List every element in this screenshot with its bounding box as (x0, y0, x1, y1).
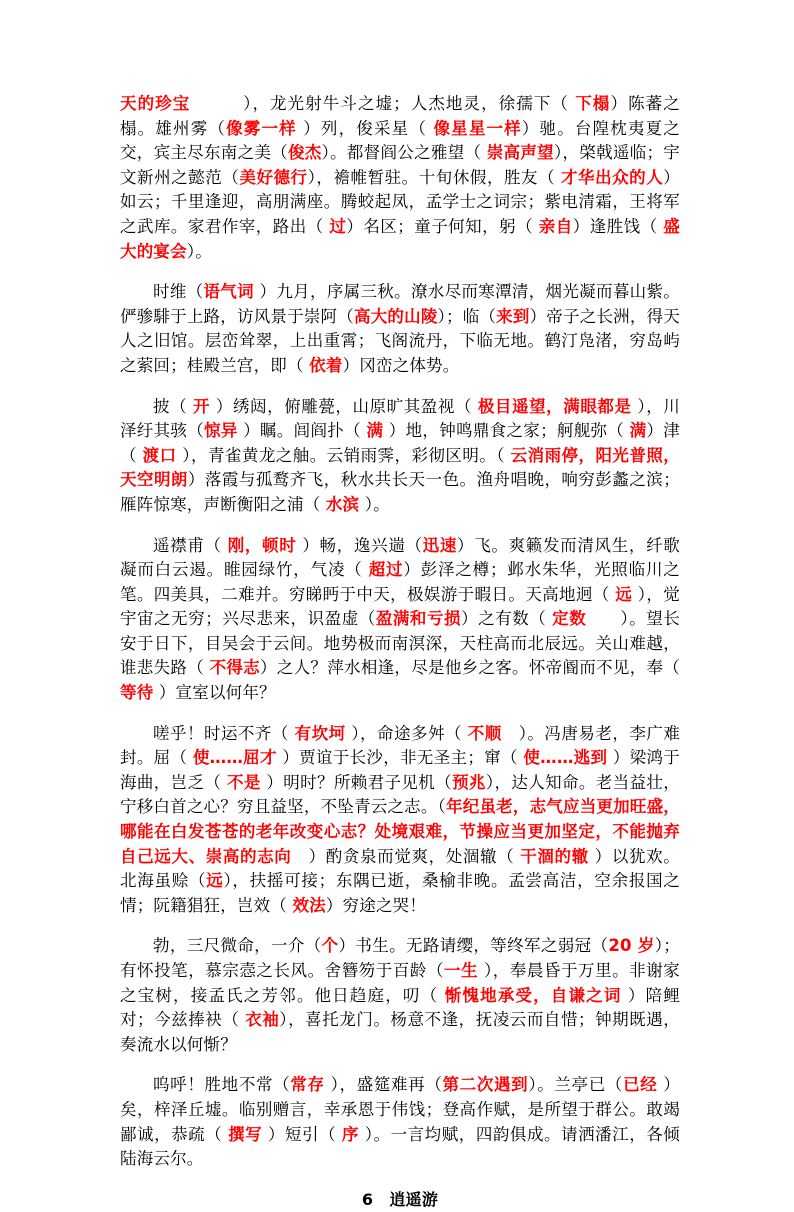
body-text: ）冈峦之体势。 (342, 355, 460, 375)
paragraph (120, 534, 680, 706)
body-text: ），棨戟遥临；宇文新州之懿范（ (120, 143, 680, 187)
body-text: 遥襟甫（ (153, 535, 228, 555)
body-text: ）贾谊于长沙，非无圣主；窜（ (276, 748, 524, 768)
body-text: ）列，俊采星（ (296, 118, 434, 138)
annotation-text: 俊杰 (287, 143, 322, 163)
annotation-text: 不顺 (467, 723, 502, 743)
body-text: ）之人？萍水相逢，尽是他乡之客。怀帝阍而不见，奉（ (260, 658, 680, 678)
body-text: ）矣，梓泽丘墟。临别赠言，幸承恩于伟饯；登高作赋，是所望于群公。敢竭鄙诚，恭疏（ (120, 1075, 681, 1144)
annotation-text: 刚，顿时 (227, 535, 297, 555)
body-text: ）彭泽之樽；邺水朱华，光照临川之笔。四美具，二难并。穷睇眄于中天，极娱游于暇日。天高地迥（ (120, 560, 681, 604)
annotation-text: 迅速 (422, 535, 458, 555)
body-text: ）明时？所赖君子见机（ (260, 772, 453, 792)
body-text: ）陈蕃之榻。雄州雾（ (120, 94, 680, 138)
body-text: ）书生。无路请缨，等终军之弱冠（ (338, 936, 609, 956)
annotation-text: 20 岁 (608, 936, 655, 956)
body-text: ）飞。爽籁发而清风生，纤歌凝而白云遏。睢园绿竹，气凌（ (120, 535, 680, 580)
body-text: ），奉晨昏于万里。非谢家之宝树，接孟氏之芳邻。他日趋庭，叨（ (120, 961, 680, 1005)
body-text: ）；有怀投笔，慕宗悫之长风。舍簪笏于百龄（ (120, 936, 681, 980)
body-text: ）。望长安于日下，目吴会于云间。地势极而南溟深，天柱高而北辰远。关山难越，谁悲失路（ (120, 609, 681, 678)
annotation-text: 使……屈才 (192, 748, 277, 768)
annotation-text: 崇高声望 (486, 143, 554, 163)
body-text: ），觉宇宙之无穷；兴尽悲来，识盈虚（ (120, 584, 681, 629)
annotation-text: 不得志 (209, 658, 260, 678)
body-text: ）宣室以何年？ (153, 683, 276, 703)
body-text: ）津（ (120, 421, 680, 465)
body-text: ），喜托龙门。杨意不逢，抚凌云而自惜；钟期既遇，奏流水以何惭？ (120, 1010, 680, 1054)
document-page (120, 92, 680, 1212)
body-text: 勃，三尺微命，一介（ (153, 936, 322, 956)
body-text: ）绣闼，俯雕甍，山原旷其盈视（ (210, 396, 478, 416)
paragraph (120, 92, 680, 264)
annotation-text: 惊异 (204, 421, 238, 441)
annotation-text: 预兆 (452, 772, 486, 792)
body-text: ）。 (186, 241, 212, 261)
annotation-text: 衣袖 (245, 1010, 280, 1030)
body-text: ）梁鸿于海曲，岂乏（ (120, 748, 681, 792)
paragraph (120, 722, 680, 919)
section-heading: 6 逍遥游 (361, 1189, 439, 1209)
annotation-text: 过 (329, 216, 347, 236)
paragraph (120, 280, 680, 378)
body-text: ）酌贪泉而觉爽，处涸辙（ (291, 846, 521, 866)
body-text: ）瞩。闾阎扑（ (237, 421, 367, 441)
annotation-text: 一生 (444, 961, 479, 980)
annotation-text: 下榻 (575, 94, 611, 113)
body-text: ），川泽纡其骇（ (120, 396, 680, 441)
body-text: ）畅，逸兴遄（ (296, 535, 423, 555)
body-text: ），达人知命。老当益壮，宁移白首之心？穷且益坚，不坠青云之志。（ (120, 772, 681, 817)
annotation-text: 满 (629, 421, 647, 441)
body-text: ）如云；千里逢迎，高朋满座。腾蛟起凤，孟学士之词宗；紫电清霜，王将军之武库。家君作宰，路出（ (120, 167, 680, 236)
body-text: ）名区；童子何知，躬（ (346, 216, 539, 236)
body-text: ）。 (359, 494, 390, 514)
annotation-text: 第二次遇到 (442, 1075, 529, 1095)
annotation-text: 惭愧地承受，自谦之词 (444, 985, 622, 1005)
annotation-text: 才华出众的人 (560, 167, 664, 187)
body-text: ）。兰亭已（ (528, 1075, 624, 1095)
body-text: 时维（ (153, 282, 204, 302)
annotation-text: 盛大的宴会 (120, 216, 680, 261)
paragraph (120, 395, 680, 518)
annotation-text: 盈满和亏损 (375, 609, 462, 629)
body-text: ）逢胜饯（ (572, 216, 664, 236)
body-text: ）陪鲤对；今兹捧袂（ (120, 985, 681, 1030)
annotation-text: 个 (321, 936, 339, 956)
annotation-text: 远 (615, 584, 633, 604)
annotation-text: 开 (192, 396, 211, 416)
annotation-text: 亲自 (538, 216, 573, 236)
annotation-text: 等待 (120, 683, 154, 703)
annotation-text: 来到 (496, 306, 530, 326)
body-text: ）九月，序属三秋。潦水尽而寒潭清，烟光凝而暮山紫。俨骖騑于上路，访风景于崇阿（ (120, 282, 681, 326)
body-text: ）落霞与孤鹜齐飞，秋水共长天一色。渔舟唱晚，响穷彭蠡之滨；雁阵惊寒，声断衡阳之浦（ (120, 470, 680, 514)
annotation-text: 超过 (368, 560, 404, 580)
body-text: ），盛筵难再（ (324, 1075, 443, 1095)
annotation-text: 美好德行 (239, 167, 308, 187)
body-text: 呜呼！胜地不常（ (153, 1075, 291, 1095)
document-body (120, 92, 680, 1172)
body-text: ），扶摇可接；东隅已逝，桑榆非晚。孟尝高洁，空余报国之情；阮籍猖狂，岂效（ (120, 871, 681, 915)
body-text: ）。都督阎公之雅望（ (321, 143, 487, 163)
body-text: ）之有数（ (461, 609, 553, 629)
annotation-text: 序 (341, 1124, 359, 1144)
annotation-text: 撰写 (228, 1124, 263, 1144)
annotation-text: 语气词 (203, 282, 254, 302)
annotation-text: 水滨 (325, 494, 360, 514)
annotation-text: 渡口 (142, 445, 177, 465)
annotation-text: 像星星一样 (433, 118, 522, 138)
body-text: 嗟乎！时运不齐（ (153, 723, 295, 743)
annotation-text: 使……逃到 (523, 748, 608, 768)
body-text: ），命途多舛（ (345, 723, 468, 743)
body-text: ）。冯唐易老，李广难封。屈（ (120, 723, 681, 768)
annotation-text: 云消雨停，阳光普照，天空明朗 (120, 445, 680, 490)
annotation-text: 高大的山陵 (353, 306, 438, 326)
annotation-text: 干涸的辙 (520, 846, 589, 866)
body-text: 披（ (153, 396, 193, 416)
body-text: ）穷途之哭！ (325, 895, 427, 915)
annotation-text: 不是 (226, 772, 261, 792)
body-text: ），龙光射牛斗之墟；人杰地灵，徐孺下（ (190, 94, 576, 113)
annotation-text: 定数 (552, 609, 587, 629)
annotation-text: 依着 (309, 355, 343, 375)
body-text: ），襜帷暂驻。十旬休假，胜友（ (307, 167, 561, 187)
annotation-text: 远 (206, 871, 224, 891)
paragraph (120, 934, 680, 1057)
annotation-text: 极目遥望，满眼都是 (477, 396, 632, 416)
annotation-text: 常存 (290, 1075, 325, 1095)
annotation-text: 效法 (292, 895, 326, 915)
body-text: ），青雀黄龙之舳。云销雨霁，彩彻区明。（ (176, 445, 511, 465)
annotation-text: 已经 (623, 1075, 658, 1095)
body-text: ）帝子之长洲，得天人之旧馆。层峦耸翠，上出重霄；飞阁流丹，下临无地。鹤汀凫渚，穷岛屿之萦回；桂殿兰宫，即（ (120, 306, 680, 375)
body-text: ）以犹欢。北海虽赊（ (120, 846, 680, 891)
annotation-text: 年纪虽老，志气应当更加旺盛，哪能在白发苍苍的老年改变心志？处境艰难，节操应当更加坚定，不能抛弃自己远大、崇高的志向 (120, 797, 680, 866)
annotation-text: 天的珍宝 (120, 94, 191, 113)
annotation-text: 像雾一样 (226, 118, 297, 138)
body-text: ）；临（ (437, 306, 497, 326)
annotation-text: 有坎坷 (294, 723, 346, 743)
body-text: ）短引（ (262, 1124, 342, 1144)
annotation-text: 满 (366, 421, 384, 441)
body-text: ）。一言均赋，四韵俱成。请洒潘江，各倾陆海云尔。 (120, 1124, 680, 1169)
body-text: ）驰。台隍枕夷夏之交，宾主尽东南之美（ (120, 118, 681, 163)
body-text: ）地，钟鸣鼎食之家；舸舰弥（ (383, 421, 630, 441)
